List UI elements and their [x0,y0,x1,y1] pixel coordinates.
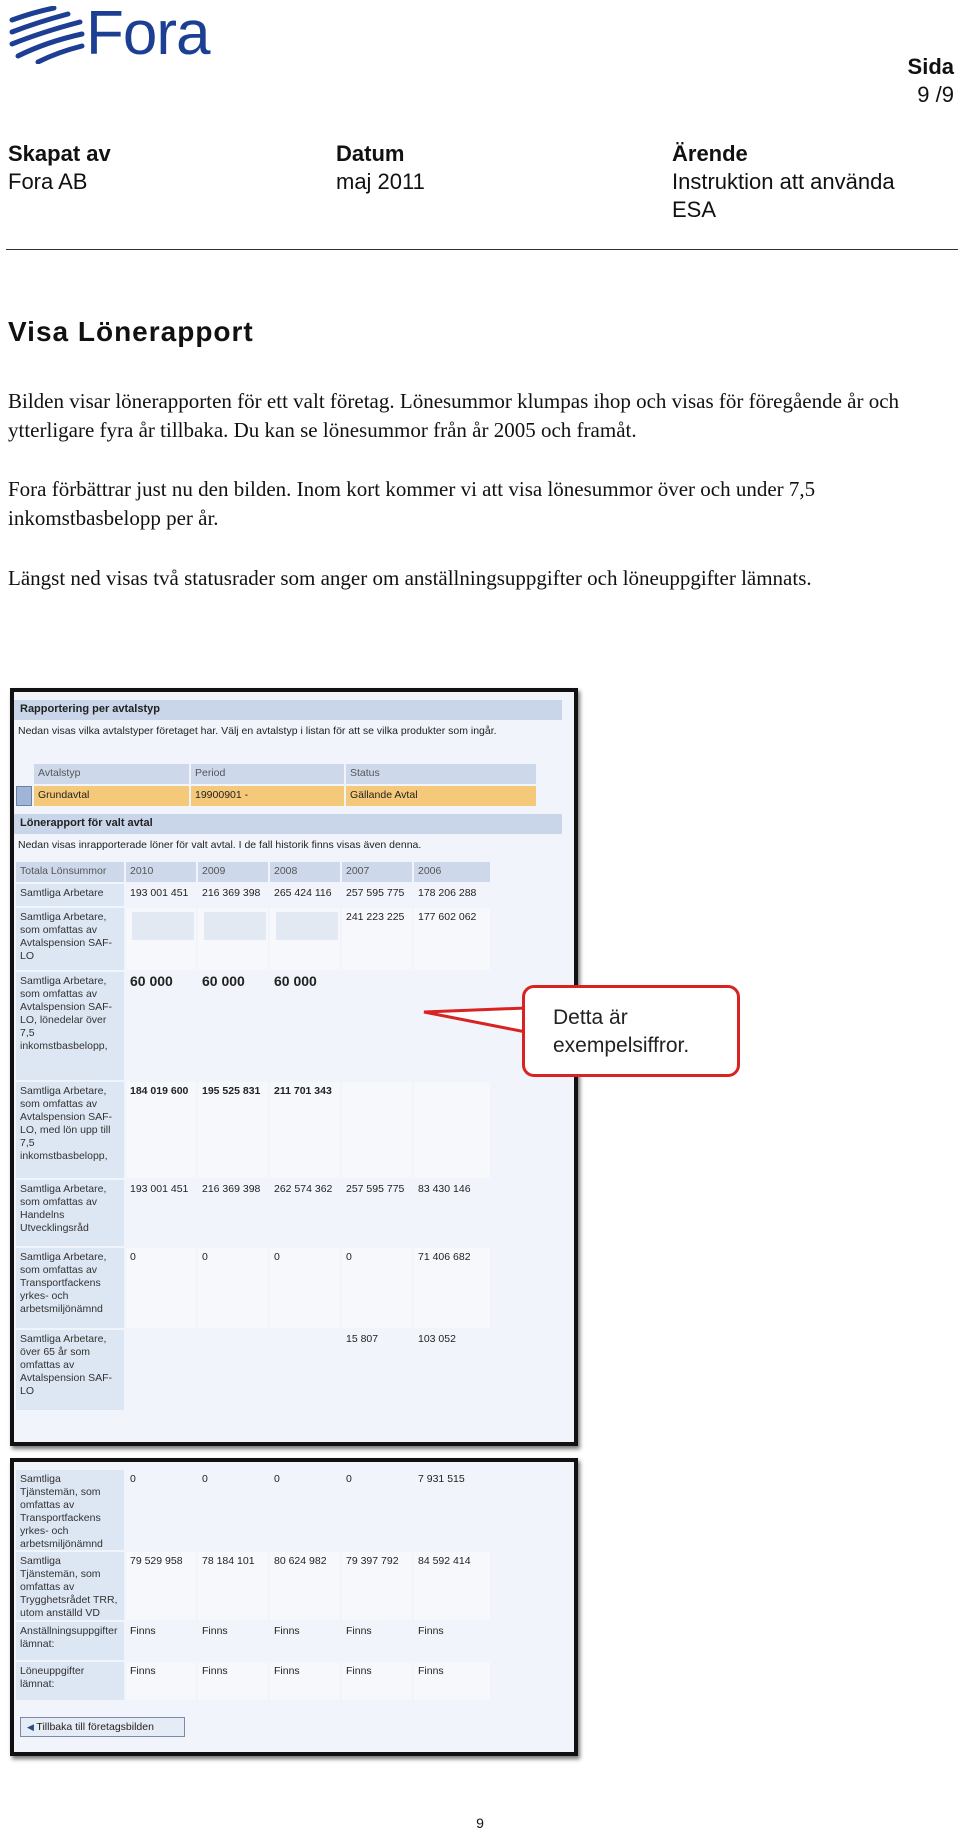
arende-value-line2: ESA [672,197,717,222]
avtal-row-period[interactable]: 19900901 - [191,786,344,806]
paragraph-3: Längst ned visas två statusrader som anger om anställningsuppgifter och löneuppgifter lämnats. [8,566,812,590]
table-cell: 262 574 362 [274,1183,333,1195]
back-to-company-button[interactable] [20,1717,185,1737]
table-cell: Finns [126,1662,196,1700]
table-cell [342,972,412,1080]
logo-text: Fora [86,0,210,68]
table-cell: 60 000 [202,973,245,989]
table-cell [198,1330,268,1410]
table-row-label: Samtliga Arbetare, som omfattas av Avtalspension SAF-LO [16,908,124,970]
fora-logo [8,0,218,68]
table-cell: 0 [130,1473,136,1485]
table-cell: 0 [202,1473,208,1485]
avtal-header-status: Status [346,764,536,784]
table-cell [126,1330,196,1410]
table-cell: 193 001 451 [130,1183,189,1195]
table-cell: 195 525 831 [198,1082,268,1178]
table-cell: Finns [270,1662,340,1700]
blank-value-box [132,912,194,940]
table-header-4: 2007 [342,862,412,882]
avtal-row-avtalstyp[interactable]: Grundavtal [34,786,189,806]
table-cell: 80 624 982 [270,1552,340,1620]
page-title: Visa Lönerapport [8,316,254,347]
table-row-label: Anställningsuppgifter lämnat: [16,1622,124,1660]
table-cell: 0 [346,1473,352,1485]
table-cell: Finns [414,1662,490,1700]
avtal-header-avtalstyp: Avtalstyp [34,764,189,784]
table-cell: 0 [270,1248,340,1328]
table-cell: 7 931 515 [418,1473,465,1485]
blank-value-box [204,912,266,940]
table-cell: 178 206 288 [418,887,477,899]
table-cell: 177 602 062 [414,908,490,970]
table-cell: 216 369 398 [202,1183,261,1195]
back-arrow-icon: ◀ [27,1722,37,1732]
table-cell: 257 595 775 [346,887,405,899]
callout-pointer [420,1000,530,1050]
table-cell: Finns [274,1625,300,1637]
table-cell: Finns [198,1662,268,1700]
example-figures-callout [522,985,740,1077]
arende-value [672,168,895,224]
table-cell: 0 [126,1248,196,1328]
table-cell [414,1082,490,1178]
table-cell: 71 406 682 [414,1248,490,1328]
skapat-value: Fora AB [8,169,88,194]
table-cell: 216 369 398 [202,887,261,899]
back-button-label: Tillbaka till företagsbilden [36,1721,154,1733]
avtal-row-status[interactable]: Gällande Avtal [346,786,536,806]
skapat-label: Skapat av [8,141,111,166]
report-panel-top [10,688,578,1446]
table-cell: 241 223 225 [342,908,412,970]
table-header-5: 2006 [414,862,490,882]
table-cell [270,1330,340,1410]
avtal-header-period: Period [191,764,344,784]
sida-value: 9 /9 [917,82,954,107]
header-divider [6,249,958,250]
section-avtalstyp-desc: Nedan visas vilka avtalstyper företaget har. Välj en avtalstyp i listan för att se vilka produkter som ingår. [18,725,497,737]
table-cell: 60 000 [274,973,317,989]
table-cell: Finns [342,1662,412,1700]
table-cell: 265 424 116 [274,887,332,899]
section-lonerapport-title: Lönerapport för valt avtal [14,814,562,834]
table-cell: Finns [418,1625,444,1637]
arende-value-line1: Instruktion att använda [672,169,895,194]
table-cell: 83 430 146 [418,1183,471,1195]
table-header-3: 2008 [270,862,340,882]
table-row-label: Samtliga Arbetare [16,884,124,906]
table-row-label: Samtliga Arbetare, som omfattas av Avtalspension SAF-LO, med lön upp till 7,5 inkomstbasbelopp, [16,1082,124,1178]
table-row-label: Samtliga Tjänstemän, som omfattas av Transportfackens yrkes- och arbetsmiljönämnd [16,1470,124,1550]
table-cell: 0 [274,1473,280,1485]
table-cell: 193 001 451 [130,887,189,899]
table-cell: 15 807 [346,1333,379,1345]
table-cell: 84 592 414 [414,1552,490,1620]
table-header-0: Totala Lönsummor [16,862,124,882]
section-lonerapport-desc: Nedan visas inrapporterade löner för valt avtal. I de fall historik finns visas även denna. [18,839,422,851]
report-screenshot [10,680,582,1760]
table-cell: 0 [342,1248,412,1328]
sida-label: Sida [907,54,954,79]
table-row-label: Samtliga Tjänstemän, som omfattas av Trygghetsrådet TRR, utom anställd VD [16,1552,124,1620]
table-header-1: 2010 [126,862,196,882]
report-panel-bottom [10,1458,578,1756]
table-row-label: Samtliga Arbetare, som omfattas av Handelns Utvecklingsråd [16,1180,124,1246]
datum-value: maj 2011 [336,169,425,194]
table-row-label: Samtliga Arbetare, över 65 år som omfattas av Avtalspension SAF-LO [16,1330,124,1410]
table-cell: 0 [198,1248,268,1328]
blank-value-box [276,912,338,940]
arende-label: Ärende [672,141,748,166]
page-number: 9 [476,1815,484,1831]
table-row-label: Löneuppgifter lämnat: [16,1662,124,1700]
paragraph-2: Fora förbättrar just nu den bilden. Inom kort kommer vi att visa lönesummor över och under 7,5 inkomstbasbelopp per år. [8,477,816,530]
table-cell: Finns [346,1625,372,1637]
table-cell: 78 184 101 [198,1552,268,1620]
table-cell [342,1082,412,1178]
table-header-2: 2009 [198,862,268,882]
table-cell: 79 397 792 [342,1552,412,1620]
table-cell: 184 019 600 [126,1082,196,1178]
section-avtalstyp-title: Rapportering per avtalstyp [14,700,562,720]
avtal-row-checkbox[interactable] [16,786,32,806]
table-row-label: Samtliga Arbetare, som omfattas av Transportfackens yrkes- och arbetsmiljönämnd [16,1248,124,1328]
table-row-label: Samtliga Arbetare, som omfattas av Avtalspension SAF-LO, lönedelar över 7,5 inkomstbasbelopp, [16,972,124,1080]
table-cell: 211 701 343 [270,1082,340,1178]
table-cell: 79 529 958 [126,1552,196,1620]
datum-label: Datum [336,141,405,166]
fora-logo-icon [8,6,86,64]
table-cell: 103 052 [418,1333,456,1345]
callout-line1: Detta är [553,1006,628,1029]
table-cell: Finns [202,1625,228,1637]
table-cell: Finns [130,1625,156,1637]
paragraph-1: Bilden visar lönerapporten för ett valt företag. Lönesummor klumpas ihop och visas för föregående år och ytterligare fyra år tillbaka. Du kan se lönesummor från år 2005 och framåt. [8,389,900,442]
callout-line2: exempelsiffror. [553,1034,690,1057]
table-cell: 257 595 775 [346,1183,405,1195]
table-cell: 60 000 [130,973,173,989]
